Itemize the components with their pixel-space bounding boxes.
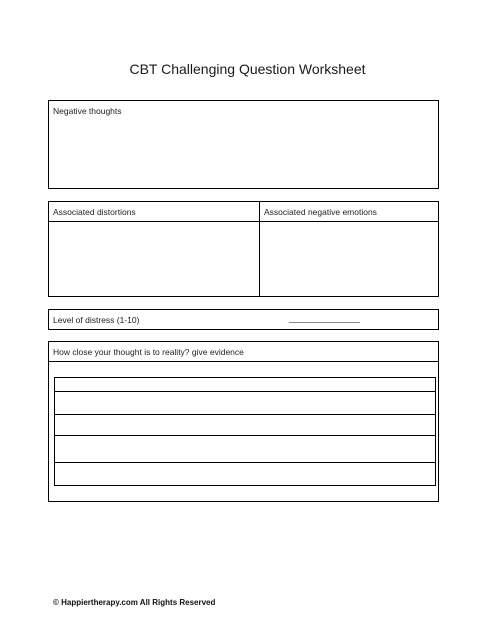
evidence-box	[48, 341, 439, 502]
distortions-emotions-box	[48, 201, 439, 297]
associated-distortions-label: Associated distortions	[53, 207, 136, 217]
evidence-lines	[54, 377, 436, 486]
evidence-header-divider	[49, 361, 438, 362]
negative-thoughts-box[interactable]	[48, 100, 439, 189]
worksheet-title: CBT Challenging Question Worksheet	[129, 61, 366, 77]
level-of-distress-blank[interactable]: _______________	[289, 313, 360, 323]
copyright-footer: © Happiertherapy.com All Rights Reserved	[53, 598, 216, 607]
evidence-label: How close your thought is to reality? give evidence	[53, 347, 244, 357]
associated-emotions-label: Associated negative emotions	[264, 207, 377, 217]
evidence-row[interactable]	[55, 436, 435, 462]
level-of-distress-label: Level of distress (1-10)	[53, 315, 140, 325]
evidence-row[interactable]	[55, 392, 435, 414]
evidence-row[interactable]	[55, 378, 435, 391]
evidence-row[interactable]	[55, 415, 435, 435]
associated-emotions-field[interactable]	[260, 222, 438, 296]
level-of-distress-box	[48, 309, 439, 330]
associated-distortions-field[interactable]	[49, 222, 259, 296]
negative-thoughts-label: Negative thoughts	[53, 106, 122, 116]
evidence-row[interactable]	[55, 463, 435, 485]
